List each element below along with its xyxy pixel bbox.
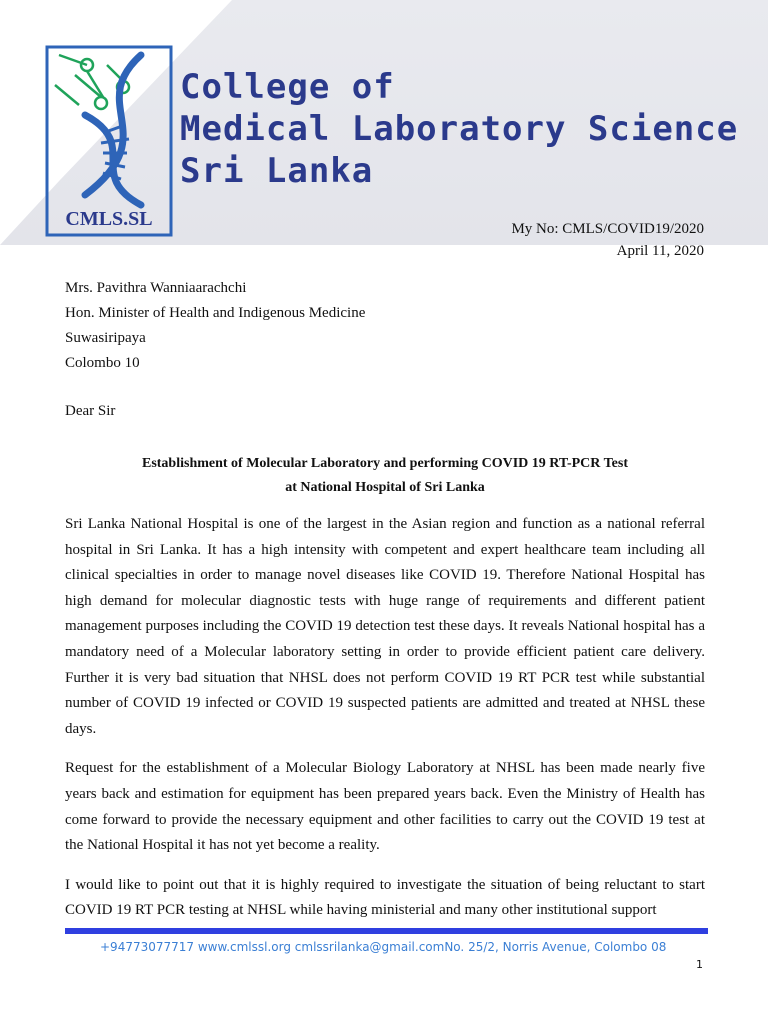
subject-line-2: at National Hospital of Sri Lanka	[285, 480, 485, 495]
subject-line-1: Establishment of Molecular Laboratory and performing COVID 19 RT-PCR Test	[141, 456, 628, 471]
reference-number: My No: CMLS/COVID19/2020	[511, 221, 704, 237]
org-name-line-2: Medical Laboratory Science	[180, 109, 739, 149]
addressee-name: Mrs. Pavithra Wanniaarachchi	[65, 280, 247, 296]
body-paragraph-3: I would like to point out that it is highly required to investigate the situation of being reluctant to start COVID 19 RT PCR testing at NHSL while having ministerial and many other institutional support	[65, 876, 705, 919]
page-number: 1	[696, 958, 703, 971]
logo-text: CMLS.SL	[65, 208, 153, 230]
addressee-title: Hon. Minister of Health and Indigenous Medicine	[65, 305, 366, 321]
addressee-address-line-2: Colombo 10	[65, 355, 140, 371]
org-name-line-1: College of	[180, 67, 395, 107]
body-paragraph-1: Sri Lanka National Hospital is one of the largest in the Asian region and function as a national referral hospital in Sri Lanka. It has a high intensity with competent and expert healthcare team including all clinical specialties in order to manage novel diseases like COVID 19. Therefore National Hospital has high demand for molecular diagnostic tests with huge range of requirements and different patient management purposes including the COVID 19 detection test these days. It reveals National hospital has a mandatory need of a Molecular laboratory setting in order to provide efficient patient care delivery. Further it is very bad situation that NHSL does not perform COVID 19 RT PCR test while substantial number of COVID 19 infected or COVID 19 suspected patients are admitted and treated at NHSL these days.	[65, 516, 705, 737]
organization-name	[180, 66, 738, 192]
subject-heading	[65, 452, 705, 500]
footer-contact-info: +94773077717 www.cmlssl.org cmlssrilanka@gmail.comNo. 25/2, Norris Avenue, Colombo 08	[100, 940, 667, 954]
footer-divider	[65, 928, 708, 934]
reference-block	[511, 218, 704, 262]
body-paragraph-2: Request for the establishment of a Molecular Biology Laboratory at NHSL has been made nearly five years back and estimation for equipment has been prepared years back. Even the Ministry of Health has come forward to provide the necessary equipment and other facilities to carry out the COVID 19 test at the National Hospital it has not yet become a reality.	[65, 760, 705, 854]
addressee-block	[65, 276, 365, 376]
letter-date: April 11, 2020	[616, 243, 704, 259]
salutation: Dear Sir	[65, 403, 116, 419]
letter-body	[65, 512, 705, 938]
dna-helix-icon	[85, 55, 141, 205]
cmls-logo	[45, 45, 173, 237]
addressee-address-line-1: Suwasiripaya	[65, 330, 146, 346]
org-name-line-3: Sri Lanka	[180, 151, 374, 191]
